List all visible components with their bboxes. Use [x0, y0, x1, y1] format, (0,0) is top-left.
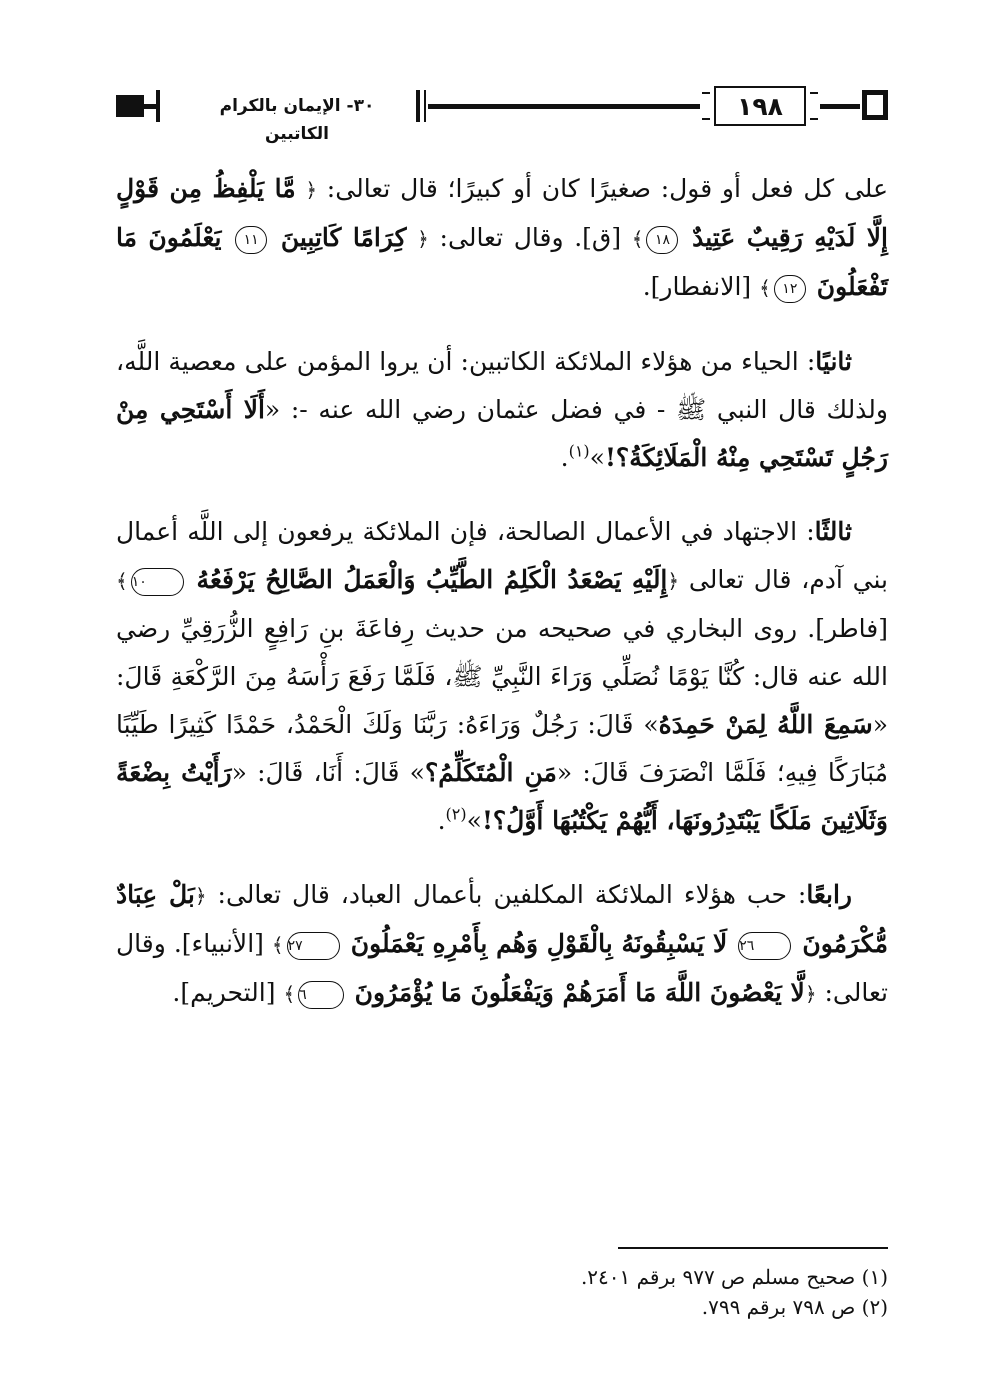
body-text: .	[560, 443, 569, 472]
footnote-separator	[618, 1247, 888, 1249]
chapter-title: ٣٠- الإيمان بالكرام الكاتبين	[219, 96, 375, 144]
header-divider	[424, 90, 426, 122]
footnotes	[116, 1262, 888, 1322]
header-rule	[820, 104, 860, 109]
body-text: : الحياء من هؤلاء الملائكة الكاتبين: أن يروا المؤمن على معصية اللَّه، ولذلك قال النبي ﷺ - في فضل عثمان رضي الله عنه -: «	[116, 347, 888, 424]
page-header	[116, 84, 888, 144]
paragraph-4	[116, 871, 888, 1018]
page-number: ١٩٨	[714, 86, 806, 126]
quran-open-bracket: ﴿	[667, 569, 680, 593]
quran-close-bracket: ﴾	[271, 933, 284, 957]
hadith-text: أَلَا أَسْتَحِي مِنْ رَجُلٍ تَسْتَحِي مِنْهُ الْمَلَائِكَةُ؟!	[116, 395, 888, 472]
quran-verse: يَعْلَمُونَ مَا تَفْعَلُونَ	[116, 223, 888, 301]
surah-reference: [الانفطار].	[642, 272, 760, 301]
header-right-square-ornament	[862, 90, 888, 120]
hadith-text: سَمِعَ اللَّهُ لِمَنْ حَمِدَهُ	[658, 710, 873, 739]
body-text: [فاطر]. روى البخاري في صحيحه من حديث رِفاعَةَ بنِ رَافِعٍ الزُّرَقِيِّ رضي الله عنه قال: كُنَّا يَوْمًا نُصَلِّي وَرَاءَ النَّبِيِّ ﷺ، فَلَمَّا رَفَعَ رَأْسَهُ مِنَ الرَّكْعَةِ قَالَ: «	[116, 614, 888, 739]
ayah-number: ١٠	[131, 568, 184, 596]
header-divider	[416, 90, 420, 122]
quran-open-bracket: ﴿	[305, 178, 318, 202]
quran-verse: لَّا يَعْصُونَ اللَّهَ مَا أَمَرَهُمْ وَيَفْعَلُونَ مَا يُؤْمَرُونَ	[354, 978, 805, 1007]
surah-reference: [الأنبياء]. وقال تعالى:	[116, 929, 888, 1007]
paragraph-3	[116, 508, 888, 845]
surah-reference: [التحريم].	[172, 978, 284, 1007]
quran-verse: لَا يَسْبِقُونَهُ بِالْقَوْلِ وَهُم بِأَمْرِهِ يَعْمَلُونَ	[350, 929, 728, 958]
section-label: ثانيًا	[815, 347, 852, 376]
quran-verse: بَلْ عِبَادٌ مُّكْرَمُونَ	[116, 880, 888, 958]
body-text: » قَالَ: رَجُلٌ وَرَاءَهُ: رَبَّنَا وَلَكَ الْحَمْدُ، حَمْدًا كَثِيرًا طَيِّبًا مُبَارَكًا فِيهِ؛ فَلَمَّا انْصَرَفَ قَالَ: «	[116, 710, 888, 787]
quran-open-bracket: ﴿	[804, 982, 817, 1006]
header-left-square-ornament	[116, 95, 144, 117]
quran-close-bracket: ﴾	[283, 982, 296, 1006]
paragraph-2	[116, 338, 888, 482]
ayah-number: ٦	[298, 981, 344, 1009]
body-text: على كل فعل أو قول: صغيرًا كان أو كبيرًا؛ قال تعالى:	[317, 174, 888, 203]
footnote-ref[interactable]: (٢)	[445, 804, 467, 824]
quran-close-bracket: ﴾	[116, 569, 128, 593]
quran-open-bracket: ﴿	[194, 884, 207, 908]
footnote-1: (١) صحيح مسلم ص ٩٧٧ برقم ٢٤٠١.	[580, 1265, 888, 1289]
quran-verse: إِلَيْهِ يَصْعَدُ الْكَلِمُ الطَّيِّبُ وَالْعَمَلُ الصَّالِحُ يَرْفَعُهُ	[196, 565, 668, 594]
body-text: : حب هؤلاء الملائكة المكلفين بأعمال العباد، قال تعالى:	[206, 880, 807, 909]
footnote-ref[interactable]: (١)	[568, 441, 590, 461]
body-text: .	[437, 806, 446, 835]
body-text: »	[466, 806, 482, 835]
quran-verse: كِرَامًا كَاتِبِينَ	[280, 223, 407, 252]
section-label: رابعًا	[806, 880, 852, 909]
body-text: : الاجتهاد في الأعمال الصالحة، فإن الملائكة يرفعون إلى اللَّه أعمال بني آدم، قال تعالى	[116, 517, 888, 594]
hadith-text: مَنِ الْمُتَكَلِّمُ؟	[424, 758, 557, 787]
surah-reference: [ق]. وقال تعالى:	[428, 223, 632, 252]
footnote-2: (٢) ص ٧٩٨ برقم ٧٩٩.	[701, 1295, 888, 1319]
quran-close-bracket: ﴾	[759, 276, 771, 300]
header-rule	[428, 104, 700, 109]
ayah-number: ١٨	[646, 226, 678, 254]
paragraph-1	[116, 165, 888, 312]
body-text: »	[589, 443, 605, 472]
body-text: » قَالَ: أَنَا، قَالَ: «	[231, 758, 425, 787]
quran-open-bracket: ﴿	[417, 227, 429, 251]
quran-close-bracket: ﴾	[631, 227, 644, 251]
hadith-text: رَأَيْتُ بِضْعَةً وَثَلَاثِينَ مَلَكًا يَبْتَدِرُونَهَا، أَيُّهُمْ يَكْتُبُهَا أَوَّلُ؟!	[116, 758, 888, 835]
ayah-number: ٢٧	[287, 932, 340, 960]
page-body	[116, 165, 888, 1044]
header-divider	[156, 90, 160, 122]
ayah-number: ١٢	[774, 275, 806, 303]
quran-verse: مَّا يَلْفِظُ مِن قَوْلٍ إِلَّا لَدَيْهِ رَقِيبٌ عَتِيدٌ	[116, 174, 888, 252]
ayah-number: ١١	[235, 226, 267, 254]
section-label: ثالثًا	[814, 517, 852, 546]
header-rule	[144, 104, 156, 109]
ayah-number: ٢٦	[738, 932, 791, 960]
